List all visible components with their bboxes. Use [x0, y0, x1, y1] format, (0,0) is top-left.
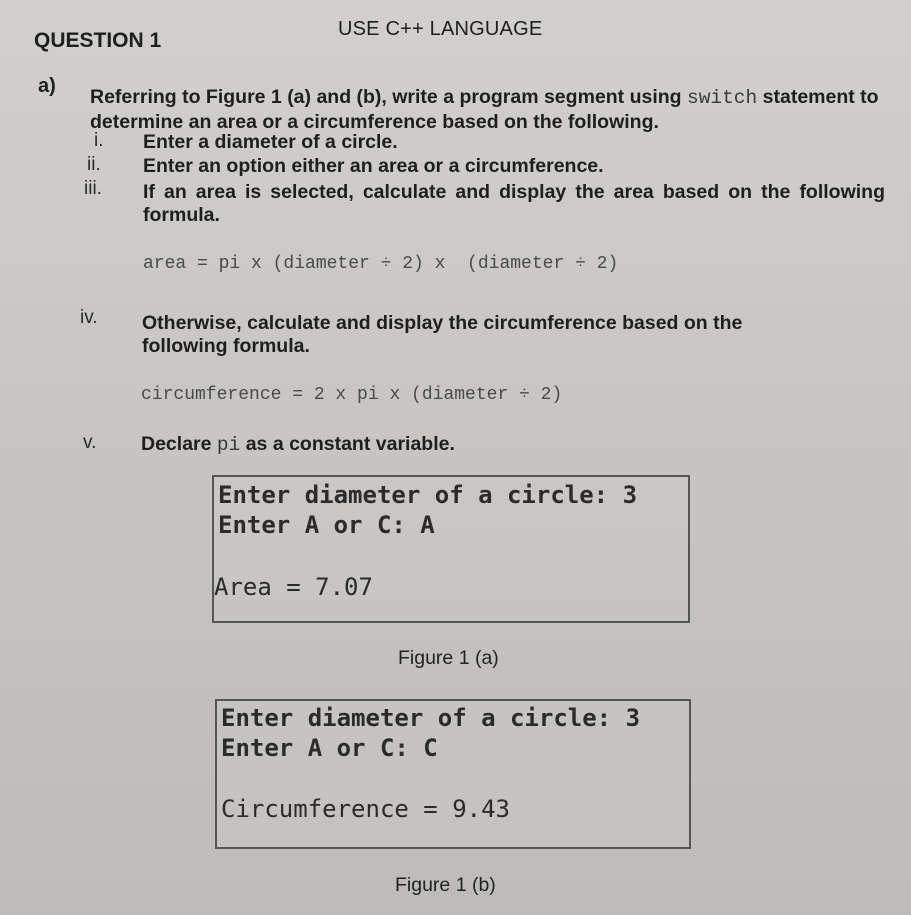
question-intro	[90, 85, 890, 134]
item-text-iv: Otherwise, calculate and display the circumference based on the following formula.	[142, 312, 743, 357]
circumference-formula: circumference = 2 x pi x (diameter ÷ 2)	[141, 385, 563, 405]
item-text-iii: If an area is selected, calculate and display the area based on the following formula.	[143, 181, 885, 226]
item-v-text-start: Declare	[141, 433, 217, 455]
part-label: a)	[38, 75, 56, 97]
item-v-code-word: pi	[216, 434, 241, 456]
figure-b-caption: Figure 1 (b)	[395, 874, 496, 896]
item-number-v: v.	[83, 432, 97, 453]
item-number-ii: ii.	[87, 154, 101, 175]
item-number-i: i.	[94, 130, 104, 151]
figure-b-line-2: Enter A or C: C	[221, 734, 438, 762]
figure-b-console	[215, 699, 691, 849]
figure-a-caption: Figure 1 (a)	[398, 647, 499, 669]
language-note: USE C++ LANGUAGE	[338, 18, 543, 40]
figure-b-line-1: Enter diameter of a circle: 3	[221, 704, 641, 732]
intro-text-end: statement to determine an area or a circumference based on the following.	[90, 86, 879, 133]
area-formula: area = pi x (diameter ÷ 2) x (diameter ÷ 2)	[143, 254, 619, 274]
intro-text-start: Referring to Figure 1 (a) and (b), write a program segment using	[90, 86, 687, 108]
item-number-iii: iii.	[84, 178, 102, 199]
figure-a-line-2: Enter A or C: A	[218, 511, 435, 539]
item-number-iv: iv.	[80, 307, 98, 328]
question-title: QUESTION 1	[34, 29, 162, 52]
figure-b-line-3: Circumference = 9.43	[221, 795, 510, 823]
figure-a-console	[212, 475, 690, 623]
item-v-text-end: as a constant variable.	[240, 433, 455, 455]
figure-a-line-1: Enter diameter of a circle: 3	[218, 481, 638, 509]
item-text-i: Enter a diameter of a circle.	[143, 131, 398, 153]
item-text-ii: Enter an option either an area or a circumference.	[143, 155, 604, 177]
intro-code-word: switch	[687, 87, 758, 109]
figure-a-line-3: Area = 7.07	[214, 573, 373, 601]
item-text-v	[141, 433, 841, 457]
